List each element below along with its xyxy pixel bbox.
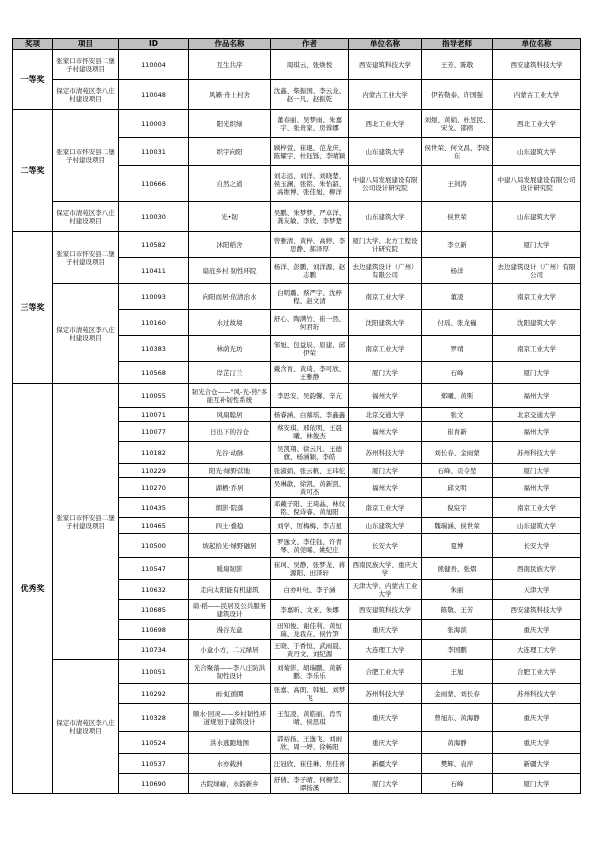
authors-cell: 舒心、陶满竹、崔一然、何君珩 bbox=[271, 310, 349, 336]
authors-cell: 郭裕扬、王逸飞、刘雨欣、周一婷、徐畅阳 bbox=[271, 732, 349, 754]
advisor-unit-cell: 合肥工业大学 bbox=[493, 660, 581, 684]
advisor-cell: 张海滨 bbox=[422, 620, 493, 640]
unit-cell: 天津大学、内蒙古工业大学 bbox=[349, 580, 422, 600]
advisor-unit-cell: 山东建筑大学 bbox=[493, 138, 581, 166]
advisor-cell: 侯世荣 bbox=[422, 202, 493, 232]
unit-cell: 山东建筑大学 bbox=[349, 518, 422, 534]
table-row bbox=[13, 284, 581, 310]
header-id: ID bbox=[119, 39, 189, 50]
advisor-cell: 王旭 bbox=[422, 660, 493, 684]
advisor-unit-cell: 天津大学 bbox=[493, 580, 581, 600]
authors-cell: 杨睿涵、白慕瑶、李鑫鑫 bbox=[271, 408, 349, 422]
id-cell: 110435 bbox=[119, 498, 189, 518]
id-cell: 110270 bbox=[119, 478, 189, 498]
advisor-unit-cell: 大连理工大学 bbox=[493, 640, 581, 660]
advisor-unit-cell: 厦门大学 bbox=[493, 774, 581, 794]
project-cell: 保定市清苑区李八庄村建设项目 bbox=[53, 284, 119, 384]
authors-cell: 李嘉昕、文亚、朱娜 bbox=[271, 600, 349, 620]
unit-cell: 福州大学 bbox=[349, 422, 422, 442]
table-row bbox=[13, 384, 581, 408]
authors-cell: 舒倩、李子晴、何柳莹、谭扬溪 bbox=[271, 774, 349, 794]
work-name-cell: 水过故境 bbox=[189, 310, 271, 336]
unit-cell: 南京工业大学 bbox=[349, 336, 422, 362]
unit-cell: 苏州科技大学 bbox=[349, 684, 422, 704]
authors-cell: 蔡安琪、邢依明、王晨曦、林俊杰 bbox=[271, 422, 349, 442]
unit-cell: 西安建筑科技大学 bbox=[349, 50, 422, 80]
advisor-cell: 李国鹏 bbox=[422, 640, 493, 660]
unit-cell: 南京工业大学 bbox=[349, 498, 422, 518]
work-name-cell: 扇·稻——民居及公共服务建筑设计 bbox=[189, 600, 271, 620]
unit-cell: 大连理工大学 bbox=[349, 640, 422, 660]
work-name-cell: 向阳而居·依清治水 bbox=[189, 284, 271, 310]
project-cell: 张家口市怀安县二堡子村建设项目 bbox=[53, 50, 119, 80]
header-row bbox=[13, 39, 581, 50]
header-advisor-unit: 单位名称 bbox=[493, 39, 581, 50]
authors-cell: 刘学、厉梅梅、李吉星 bbox=[271, 518, 349, 534]
awards-table bbox=[12, 38, 581, 794]
project-cell: 张家口市怀安县二堡子村建设项目 bbox=[53, 110, 119, 202]
advisor-unit-cell: 厦门大学 bbox=[493, 464, 581, 478]
id-cell: 110547 bbox=[119, 558, 189, 580]
table-row bbox=[13, 660, 581, 684]
advisor-cell: 樊辉、袁萍 bbox=[422, 754, 493, 774]
unit-cell: 福州大学 bbox=[349, 478, 422, 498]
unit-cell: 厦门大学 bbox=[349, 362, 422, 384]
advisor-unit-cell: 苏州科技大学 bbox=[493, 684, 581, 704]
id-cell: 110055 bbox=[119, 384, 189, 408]
id-cell: 110004 bbox=[119, 50, 189, 80]
advisor-unit-cell: 厦门大学 bbox=[493, 362, 581, 384]
id-cell: 110160 bbox=[119, 310, 189, 336]
advisor-unit-cell: 去边建筑设计（广州）有限公司 bbox=[493, 258, 581, 284]
id-cell: 110031 bbox=[119, 138, 189, 166]
advisor-cell: 魏瑞涵、侯世荣 bbox=[422, 518, 493, 534]
id-cell: 110030 bbox=[119, 202, 189, 232]
unit-cell: 厦门大学、北方工程设计研究院 bbox=[349, 232, 422, 258]
advisor-unit-cell: 山东建筑大学 bbox=[493, 202, 581, 232]
unit-cell: 重庆大学 bbox=[349, 704, 422, 732]
advisor-cell: 付瑶、张龙巍 bbox=[422, 310, 493, 336]
id-cell: 110328 bbox=[119, 704, 189, 732]
award-cell: 二等奖 bbox=[13, 110, 53, 232]
unit-cell: 北京交通大学 bbox=[349, 408, 422, 422]
table-body bbox=[13, 50, 581, 794]
advisor-unit-cell: 西北工业大学 bbox=[493, 110, 581, 138]
id-cell: 110582 bbox=[119, 232, 189, 258]
unit-cell: 新疆大学 bbox=[349, 754, 422, 774]
authors-cell: 杨洋、彭鹏、刘洋源、赵志鹏 bbox=[271, 258, 349, 284]
unit-cell: 西安建筑科技大学 bbox=[349, 600, 422, 620]
id-cell: 110734 bbox=[119, 640, 189, 660]
id-cell: 110685 bbox=[119, 600, 189, 620]
work-name-cell: 洪水逃跑地图 bbox=[189, 732, 271, 754]
unit-cell: 重庆大学 bbox=[349, 732, 422, 754]
work-name-cell: 顺水·回灵——乡村韧性环道规划于建筑设计 bbox=[189, 704, 271, 732]
advisor-unit-cell: 南京工业大学 bbox=[493, 498, 581, 518]
unit-cell: 西南民族大学、重庆大学 bbox=[349, 558, 422, 580]
advisor-cell: 朱丽 bbox=[422, 580, 493, 600]
id-cell: 110537 bbox=[119, 754, 189, 774]
advisor-unit-cell: 重庆大学 bbox=[493, 732, 581, 754]
id-cell: 110093 bbox=[119, 284, 189, 310]
id-cell: 110182 bbox=[119, 442, 189, 464]
project-cell: 张家口市怀安县二堡子村建设项目 bbox=[53, 232, 119, 284]
advisor-unit-cell: 厦门大学 bbox=[493, 232, 581, 258]
authors-cell: 邓戴子阳、王琦晶、林仪铭、倪诗睿、黄旭阳 bbox=[271, 498, 349, 518]
advisor-cell: 倪宸宇 bbox=[422, 498, 493, 518]
id-cell: 110690 bbox=[119, 774, 189, 794]
work-name-cell: 韧光合仓——"风-光-热"多能互补韧性系统 bbox=[189, 384, 271, 408]
advisor-cell: 石峰 bbox=[422, 774, 493, 794]
advisor-unit-cell: 重庆大学 bbox=[493, 620, 581, 640]
authors-cell: 田知俊、谢佳利、黄恒瑞、龙我在、侯竹笋 bbox=[271, 620, 349, 640]
id-cell: 110071 bbox=[119, 408, 189, 422]
header-award: 奖项 bbox=[13, 39, 53, 50]
project-cell: 保定市清苑区李八庄村建设项目 bbox=[53, 80, 119, 110]
id-cell: 110229 bbox=[119, 464, 189, 478]
unit-cell: 南京工业大学 bbox=[349, 284, 422, 310]
authors-cell: 崔珂、吴静、张梦龙、蒋源阳、田泽轩 bbox=[271, 558, 349, 580]
advisor-unit-cell: 重庆大学 bbox=[493, 704, 581, 732]
work-name-cell: 扇庇乡村 韧性环院 bbox=[189, 258, 271, 284]
table-row bbox=[13, 80, 581, 110]
advisor-unit-cell: 中建八局发展建设有限公司设计研究院 bbox=[493, 166, 581, 202]
advisor-cell: 金雨蒙、刘长春 bbox=[422, 684, 493, 704]
header-authors: 作者 bbox=[271, 39, 349, 50]
authors-cell: 吴琳歆、徐凯、黄新凯、黄可杰 bbox=[271, 478, 349, 498]
advisor-cell: 王芳、陈敬 bbox=[422, 50, 493, 80]
advisor-cell: 董凌 bbox=[422, 284, 493, 310]
table-row bbox=[13, 202, 581, 232]
unit-cell: 长安大学 bbox=[349, 534, 422, 558]
unit-cell: 西北工业大学 bbox=[349, 110, 422, 138]
unit-cell: 内蒙古工业大学 bbox=[349, 80, 422, 110]
authors-cell: 吴鹏、朱梦梦、严卓洋、龚友敏、李欣、李梦楚 bbox=[271, 202, 349, 232]
id-cell: 110048 bbox=[119, 80, 189, 110]
work-name-cell: 小盒小方，二元绿居 bbox=[189, 640, 271, 660]
id-cell: 110051 bbox=[119, 660, 189, 684]
work-name-cell: 日出下的谷仓 bbox=[189, 422, 271, 442]
authors-cell: 刘菊影、胡瑞鹏、黄新鹏、李乐乐 bbox=[271, 660, 349, 684]
advisor-unit-cell: 新疆大学 bbox=[493, 754, 581, 774]
award-cell: 优秀奖 bbox=[13, 384, 53, 794]
advisor-cell: 郑曦、黄斯 bbox=[422, 384, 493, 408]
award-cell: 一等奖 bbox=[13, 50, 53, 110]
work-name-cell: 沐阳稻舍 bbox=[189, 232, 271, 258]
advisor-cell: 王剑涛 bbox=[422, 166, 493, 202]
table-row bbox=[13, 232, 581, 258]
authors-cell: 罗逸文、李佳钰、许青琴、黄莞晞、姚纪庄 bbox=[271, 534, 349, 558]
id-cell: 110632 bbox=[119, 580, 189, 600]
advisor-unit-cell: 福州大学 bbox=[493, 478, 581, 498]
unit-cell: 福州大学 bbox=[349, 384, 422, 408]
authors-cell: 白明璐、蔡严宇、沈梓程、赵文清 bbox=[271, 284, 349, 310]
header-unit: 单位名称 bbox=[349, 39, 422, 50]
advisor-unit-cell: 沈阳建筑大学 bbox=[493, 310, 581, 336]
authors-cell: 戴含育、黄琦、李可欣、王雅静 bbox=[271, 362, 349, 384]
table-row bbox=[13, 50, 581, 80]
authors-cell: 周琪云、张焕悦 bbox=[271, 50, 349, 80]
id-cell: 110411 bbox=[119, 258, 189, 284]
advisor-cell: 石峰 bbox=[422, 362, 493, 384]
unit-cell: 中建八局发展建设有限公司设计研究院 bbox=[349, 166, 422, 202]
advisor-cell: 陈敬、王芳 bbox=[422, 600, 493, 620]
authors-cell: 李思安、吴韵馨、辛亢 bbox=[271, 384, 349, 408]
work-name-cell: 自然之道 bbox=[189, 166, 271, 202]
advisor-unit-cell: 内蒙古工业大学 bbox=[493, 80, 581, 110]
authors-cell: 王晓、于香恒、武雨晨、黄丹文、刘纪源 bbox=[271, 640, 349, 660]
work-name-cell: 织宇向阳 bbox=[189, 138, 271, 166]
id-cell: 110666 bbox=[119, 166, 189, 202]
advisor-cell: 黄海静 bbox=[422, 732, 493, 754]
unit-cell: 苏州科技大学 bbox=[349, 442, 422, 464]
id-cell: 110500 bbox=[119, 534, 189, 558]
advisor-cell: 伊若勒泰、许国强 bbox=[422, 80, 493, 110]
authors-cell: 张淑娟、张云帆、王玮佗 bbox=[271, 464, 349, 478]
work-name-cell: 岸芷汀兰 bbox=[189, 362, 271, 384]
table-row bbox=[13, 110, 581, 138]
work-name-cell: 漫谷光盒 bbox=[189, 620, 271, 640]
advisor-unit-cell: 西安建筑科技大学 bbox=[493, 50, 581, 80]
unit-cell: 去边建筑设计（广州）有限公司 bbox=[349, 258, 422, 284]
advisor-cell: 李立新 bbox=[422, 232, 493, 258]
work-name-cell: 阳光·绿野营地 bbox=[189, 464, 271, 478]
id-cell: 110465 bbox=[119, 518, 189, 534]
advisor-cell: 刘长春、金雨蒙 bbox=[422, 442, 493, 464]
work-name-cell: 水亦载洲 bbox=[189, 754, 271, 774]
id-cell: 110003 bbox=[119, 110, 189, 138]
project-cell: 保定市清苑区李八庄村建设项目 bbox=[53, 202, 119, 232]
advisor-unit-cell: 南京工业大学 bbox=[493, 336, 581, 362]
work-name-cell: 湖栖·乔居 bbox=[189, 478, 271, 498]
project-cell: 张家口市怀安县二堡子村建设项目 bbox=[53, 384, 119, 660]
header-advisor: 指导老师 bbox=[422, 39, 493, 50]
work-name-cell: 走向太阳能有机建筑 bbox=[189, 580, 271, 600]
work-name-cell: 古院绿癖，水韵新乡 bbox=[189, 774, 271, 794]
advisor-unit-cell: 福州大学 bbox=[493, 384, 581, 408]
work-name-cell: 林荫光坊 bbox=[189, 336, 271, 362]
advisor-cell: 罗靖 bbox=[422, 336, 493, 362]
id-cell: 110383 bbox=[119, 336, 189, 362]
work-name-cell: 风扇聪居 bbox=[189, 408, 271, 422]
advisor-unit-cell: 山东建筑大学 bbox=[493, 518, 581, 534]
id-cell: 110524 bbox=[119, 732, 189, 754]
advisor-cell: 崔育新 bbox=[422, 422, 493, 442]
id-cell: 110292 bbox=[119, 684, 189, 704]
unit-cell: 重庆大学 bbox=[349, 620, 422, 640]
advisor-cell: 熊健吾、张熠 bbox=[422, 558, 493, 580]
table-header bbox=[13, 39, 581, 50]
authors-cell: 曾雅清、黄梓、高婷、李思静、郝泽厚 bbox=[271, 232, 349, 258]
authors-cell: 汪冠欣、崔佳琳、焦佳喜 bbox=[271, 754, 349, 774]
unit-cell: 山东建筑大学 bbox=[349, 138, 422, 166]
authors-cell: 张嘉、高朗、韩旭、刘梦飞 bbox=[271, 684, 349, 704]
advisor-unit-cell: 长安大学 bbox=[493, 534, 581, 558]
advisor-unit-cell: 北京交通大学 bbox=[493, 408, 581, 422]
authors-cell: 白亦叶吐、李子涵 bbox=[271, 580, 349, 600]
id-cell: 110568 bbox=[119, 362, 189, 384]
work-name-cell: 阳光织绿 bbox=[189, 110, 271, 138]
work-name-cell: 光合聚落——李八庄防洪韧性设计 bbox=[189, 660, 271, 684]
work-name-cell: 四土·叠稳 bbox=[189, 518, 271, 534]
unit-cell: 厦门大学 bbox=[349, 774, 422, 794]
advisor-unit-cell: 苏州科技大学 bbox=[493, 442, 581, 464]
project-cell: 保定市清苑区李八庄村建设项目 bbox=[53, 660, 119, 794]
id-cell: 110698 bbox=[119, 620, 189, 640]
advisor-cell: 邱文明 bbox=[422, 478, 493, 498]
advisor-unit-cell: 西安建筑科技大学 bbox=[493, 600, 581, 620]
advisor-unit-cell: 南京工业大学 bbox=[493, 284, 581, 310]
authors-cell: 董春丽、吴梦雨、朱嘉宇、张贵家、房蓉娜 bbox=[271, 110, 349, 138]
advisor-cell: 侯世荣、何文昌、李晓东 bbox=[422, 138, 493, 166]
advisor-unit-cell: 福州大学 bbox=[493, 422, 581, 442]
advisor-cell: 刘煜、黄娟、杜昱民、宋戈、邵鸥 bbox=[422, 110, 493, 138]
header-project: 项目 bbox=[53, 39, 119, 50]
work-name-cell: 暖扇韧影 bbox=[189, 558, 271, 580]
advisor-cell: 石峰、贡令堃 bbox=[422, 464, 493, 478]
unit-cell: 山东建筑大学 bbox=[349, 202, 422, 232]
authors-cell: 顾梓萱、崔琨、范龙庆、陈耀宇、杜钰铄、李晴颖 bbox=[271, 138, 349, 166]
authors-cell: 刘志远、刘洋、刘晓楚、侯玉澜、张铭、朱怡韶、高维博、张佳旭、柳洋 bbox=[271, 166, 349, 202]
advisor-cell: 杨洋 bbox=[422, 258, 493, 284]
authors-cell: 邹旭、包益辰、原建、邱伊荣 bbox=[271, 336, 349, 362]
authors-cell: 吴凯翔、徐云凡、王德旗、杨涵颖、李皓 bbox=[271, 442, 349, 464]
work-name-cell: 坡起拾光·绿野融居 bbox=[189, 534, 271, 558]
unit-cell: 沈阳建筑大学 bbox=[349, 310, 422, 336]
authors-cell: 王玺凌、黄皓丽、肖雪晴、侯思琪 bbox=[271, 704, 349, 732]
work-name-cell: 风籁·舟上村舍 bbox=[189, 80, 271, 110]
advisor-cell: 夏博 bbox=[422, 534, 493, 558]
id-cell: 110077 bbox=[119, 422, 189, 442]
advisor-unit-cell: 西南民族大学 bbox=[493, 558, 581, 580]
unit-cell: 合肥工业大学 bbox=[349, 660, 422, 684]
work-name-cell: 雨·虹循圈 bbox=[189, 684, 271, 704]
authors-cell: 沈鑫、柴振国、李云龙、赵一凡、赵振乾 bbox=[271, 80, 349, 110]
advisor-cell: 张文 bbox=[422, 408, 493, 422]
work-name-cell: 光谷·动脉 bbox=[189, 442, 271, 464]
work-name-cell: 光•韧 bbox=[189, 202, 271, 232]
unit-cell: 厦门大学 bbox=[349, 464, 422, 478]
work-name-cell: 烟影·院落 bbox=[189, 498, 271, 518]
work-name-cell: 互生共序 bbox=[189, 50, 271, 80]
award-cell: 三等奖 bbox=[13, 232, 53, 384]
advisor-cell: 曾旭东、黄海静 bbox=[422, 704, 493, 732]
header-work-name: 作品名称 bbox=[189, 39, 271, 50]
